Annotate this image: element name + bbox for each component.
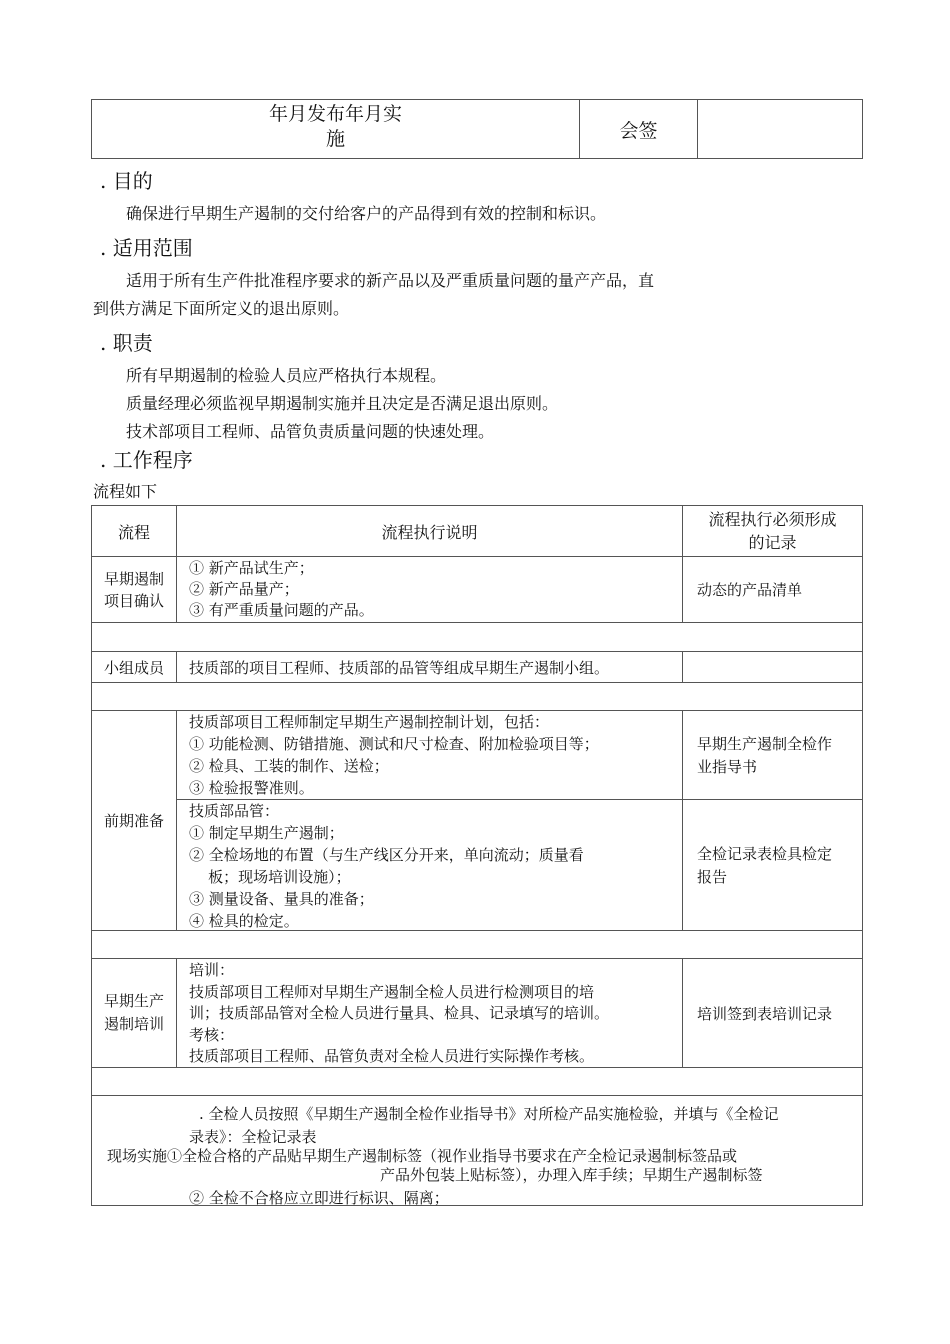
list-item: ③ 检验报警准则。 (189, 779, 314, 797)
duties-heading: . 职责 (100, 331, 153, 355)
row-confirm-description (189, 558, 374, 621)
header-process (92, 506, 176, 556)
row-team-description-text: 技质部的项目工程师、技质部的品管等组成早期生产遏制小组。 (189, 658, 610, 677)
row-confirm-process (92, 568, 176, 612)
list-item: 训；技质部品管对全检人员进行量具、检具、记录填写的培训。 (189, 1004, 610, 1022)
row-prep-part2-record-line1: 全检记录表检具检定 (697, 845, 833, 863)
list-item: 板；现场培训设施）； (189, 868, 351, 886)
row-team-process-label: 小组成员 (103, 658, 164, 677)
list-item: ② 新产品量产； (189, 580, 299, 598)
list-item: ② 全检场地的布置（与生产线区分开来，单向流动；质量看 (189, 846, 584, 864)
row-onsite-line5: ② 全检不合格应立即进行标识、隔离； (189, 1189, 449, 1207)
row-prep-part1-record (697, 733, 857, 779)
row-team-record (683, 652, 862, 682)
row-prep-process (92, 711, 176, 930)
row-team-process (92, 652, 176, 682)
list-item: 培训： (189, 961, 235, 979)
row-training-record (697, 959, 862, 1067)
publish-date-cell (92, 102, 579, 152)
row-training-process-line2: 遏制培训 (103, 1015, 164, 1033)
list-item: ① 制定早期生产遏制； (189, 824, 344, 842)
row-onsite-line2: 录表》：全检记录表 (189, 1128, 317, 1146)
row-prep-process-label: 前期准备 (103, 812, 164, 830)
list-item: 技质部项目工程师、品管负责对全检人员进行实际操作考核。 (189, 1047, 595, 1065)
duties-line: 所有早期遏制的检验人员应严格执行本规程。 (126, 366, 447, 385)
row-training-process (92, 990, 176, 1036)
header-record-line2: 的记录 (748, 533, 797, 552)
header-record (683, 508, 862, 554)
row-confirm-process-line2: 项目确认 (103, 592, 164, 610)
list-item: ① 功能检测、防错措施、测试和尺寸检查、附加检验项目等； (189, 735, 599, 753)
duties-line: 质量经理必须监视早期遏制实施并且决定是否满足退出原则。 (126, 394, 559, 413)
row-training-record-text: 培训签到表培训记录 (697, 1004, 833, 1023)
countersign-blank-cell (698, 100, 862, 158)
row-confirm-record-text: 动态的产品清单 (697, 581, 803, 599)
row-onsite-line3: 现场实施①全检合格的产品贴早期生产遏制标签（视作业指导书要求在产全检记录遏制标签品或 (107, 1147, 738, 1165)
row-prep-part2-record (697, 843, 857, 889)
duties-line: 技术部项目工程师、品管负责质量问题的快速处理。 (126, 422, 495, 441)
header-description (177, 506, 682, 556)
publish-date-line1: 年月发布年月实 (268, 103, 402, 125)
list-item: ② 检具、工装的制作、送检； (189, 757, 389, 775)
publish-date-line2: 施 (325, 128, 345, 150)
header-process-label: 流程 (117, 522, 150, 542)
countersign-label: 会签 (619, 119, 658, 142)
procedure-heading: . 工作程序 (100, 448, 193, 472)
row-team-description (189, 652, 609, 682)
scope-heading: . 适用范围 (100, 236, 193, 260)
list-item: ④ 检具的检定。 (189, 912, 299, 930)
row-prep-part1-record-line2: 业指导书 (697, 758, 758, 776)
row-prep-part2 (189, 800, 584, 932)
row-training-description (189, 960, 609, 1068)
row-confirm-process-line1: 早期遏制 (103, 570, 164, 588)
row-training-process-line1: 早期生产 (103, 992, 164, 1010)
row-confirm-record (697, 557, 862, 622)
list-item: 技质部品管： (189, 802, 280, 820)
countersign-cell (580, 100, 697, 158)
list-item: 技质部项目工程师制定早期生产遏制控制计划，包括： (189, 713, 550, 731)
row-prep-part1 (189, 711, 599, 799)
list-item: ① 新产品试生产； (189, 559, 314, 577)
scope-text-line1: 适用于所有生产件批准程序要求的新产品以及严重质量问题的量产产品，直 (126, 271, 655, 290)
list-item: 考核： (189, 1025, 235, 1044)
list-item: 技质部项目工程师对早期生产遏制全检人员进行检测项目的培 (189, 982, 595, 1001)
purpose-text: 确保进行早期生产遏制的交付给客户的产品得到有效的控制和标识。 (126, 204, 607, 223)
row-prep-part2-record-line2: 报告 (697, 868, 728, 886)
header-record-line1: 流程执行必须形成 (708, 510, 837, 529)
row-prep-part1-record-line1: 早期生产遏制全检作 (697, 735, 833, 753)
list-item: ③ 测量设备、量具的准备； (189, 890, 374, 908)
row-onsite-line1: . 全检人员按照《早期生产遏制全检作业指导书》对所检产品实施检验，并填与《全检记 (199, 1105, 779, 1123)
row-onsite-line4: 产品外包装上贴标签），办理入库手续；早期生产遏制标签 (380, 1166, 763, 1184)
list-item: ③ 有严重质量问题的产品。 (189, 601, 374, 619)
scope-text-line2: 到供方满足下面所定义的退出原则。 (93, 299, 350, 318)
flow-intro: 流程如下 (93, 482, 158, 501)
header-description-label: 流程执行说明 (381, 522, 478, 542)
purpose-heading: . 目的 (100, 169, 153, 193)
